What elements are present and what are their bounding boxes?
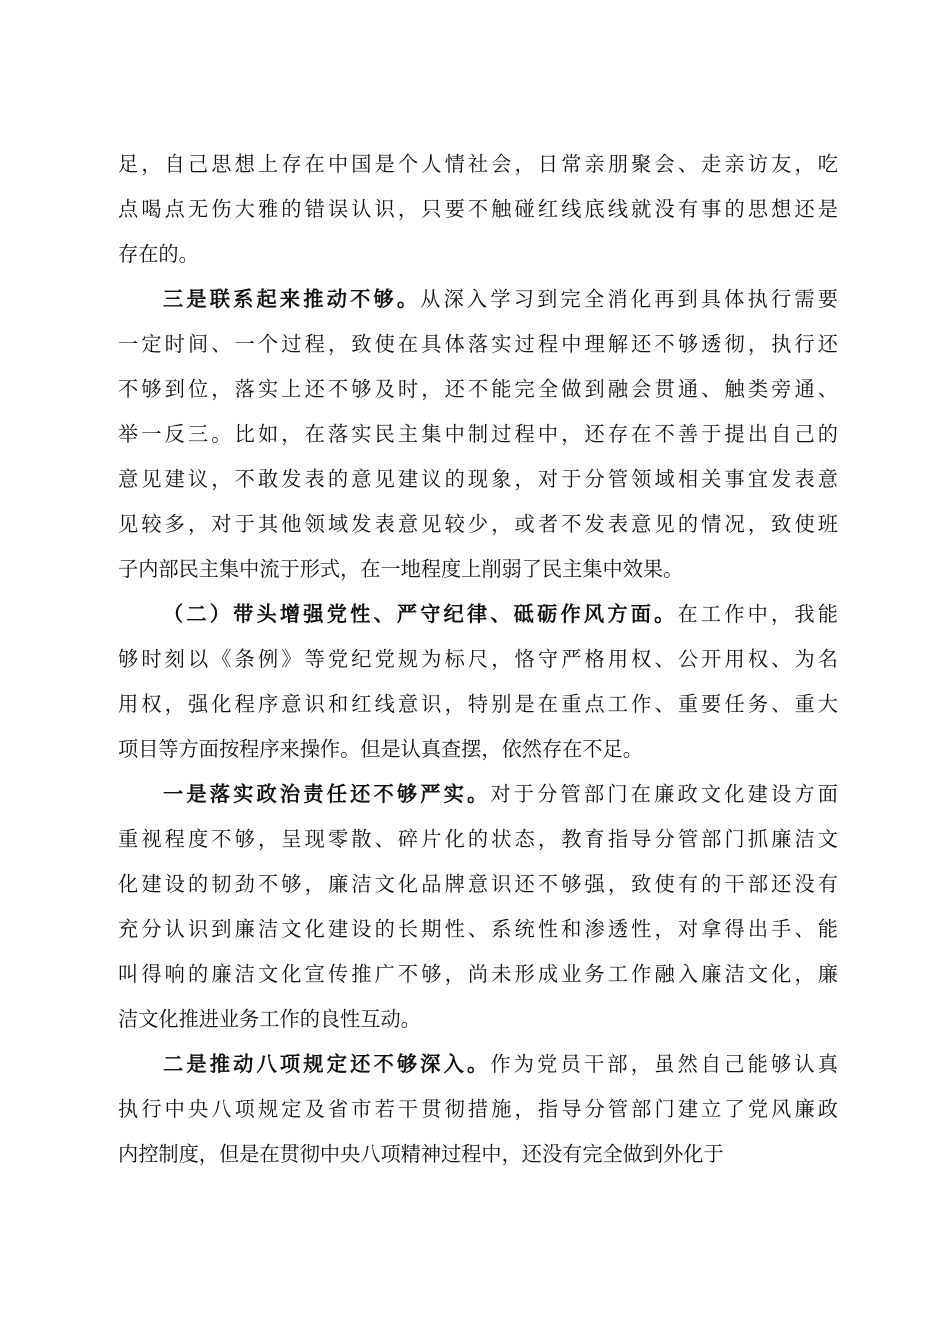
text-line [118,239,838,269]
line-text: 意见建议，不敢发表的意见建议的现象，对于分管领域相关事宜发表意 [118,467,838,491]
line-text: 存在的。 [118,242,199,266]
text-line [118,779,838,809]
text-line [118,914,838,944]
text-line [118,284,838,314]
text-line [118,194,838,224]
text-line [118,464,838,494]
paragraph-heading: 二是推动八项规定还不够深入。 [163,1052,491,1076]
line-text: 点喝点无伤大雅的错误认识，只要不触碰红线底线就没有事的思想还是 [118,197,838,221]
line-text: 内控制度，但是在贯彻中央八项精神过程中，还没有完全做到外化于 [118,1142,724,1166]
line-text: 重视程度不够，呈现零散、碎片化的状态，教育指导分管部门抓廉洁文 [118,827,838,851]
text-line [118,149,838,179]
line-text: 充分认识到廉洁文化建设的长期性、系统性和渗透性，对拿得出手、能 [118,917,838,941]
line-text: 不够到位，落实上还不够及时，还不能完全做到融会贯通、触类旁通、 [118,377,838,401]
text-line [118,329,838,359]
line-text: 见较多，对于其他领域发表意见较少，或者不发表意见的情况，致使班 [118,512,838,536]
line-text: 足，自己思想上存在中国是个人情社会，日常亲朋聚会、走亲访友，吃 [118,152,838,176]
text-line [118,1004,838,1034]
text-line [118,644,838,674]
line-text: 举一反三。比如，在落实民主集中制过程中，还存在不善于提出自己的 [118,422,838,446]
line-text: 在工作中，我能 [677,602,838,626]
section-heading: （二）带头增强党性、严守纪律、砥砺作风方面。 [163,602,678,626]
line-text: 化建设的韧劲不够，廉洁文化品牌意识还不够强，致使有的干部还没有 [118,872,838,896]
line-text: 对于分管部门在廉政文化建设方面 [490,782,838,806]
text-line [118,824,838,854]
text-line [118,599,838,629]
text-line [118,734,838,764]
line-text: 够时刻以《条例》等党纪党规为标尺，恪守严格用权、公开用权、为名 [118,647,838,671]
line-text: 作为党员干部，虽然自己能够认真 [490,1052,838,1076]
text-line [118,554,838,584]
text-line [118,689,838,719]
paragraph-heading: 一是落实政治责任还不够严实。 [163,782,491,806]
line-text: 叫得响的廉洁文化宣传推广不够，尚未形成业务工作融入廉洁文化，廉 [118,962,838,986]
line-text: 子内部民主集中流于形式，在一地程度上削弱了民主集中效果。 [118,557,684,581]
line-text: 用权，强化程序意识和红线意识，特别是在重点工作、重要任务、重大 [118,692,838,716]
line-text: 执行中央八项规定及省市若干贯彻措施，指导分管部门建立了党风廉政 [118,1097,838,1121]
line-text: 项目等方面按程序来操作。但是认真查摆，依然存在不足。 [118,737,643,761]
text-line [118,1094,838,1124]
line-text: 一定时间、一个过程，致使在具体落实过程中理解还不够透彻，执行还 [118,332,838,356]
text-line [118,869,838,899]
line-text: 从深入学习到完全消化再到具体执行需要 [420,287,838,311]
line-text: 洁文化推进业务工作的良性互动。 [118,1007,421,1031]
text-line [118,1139,838,1169]
paragraph-heading: 三是联系起来推动不够。 [163,287,421,311]
text-line [118,1049,838,1079]
text-line [118,509,838,539]
text-line [118,419,838,449]
text-line [118,374,838,404]
text-line [118,959,838,989]
